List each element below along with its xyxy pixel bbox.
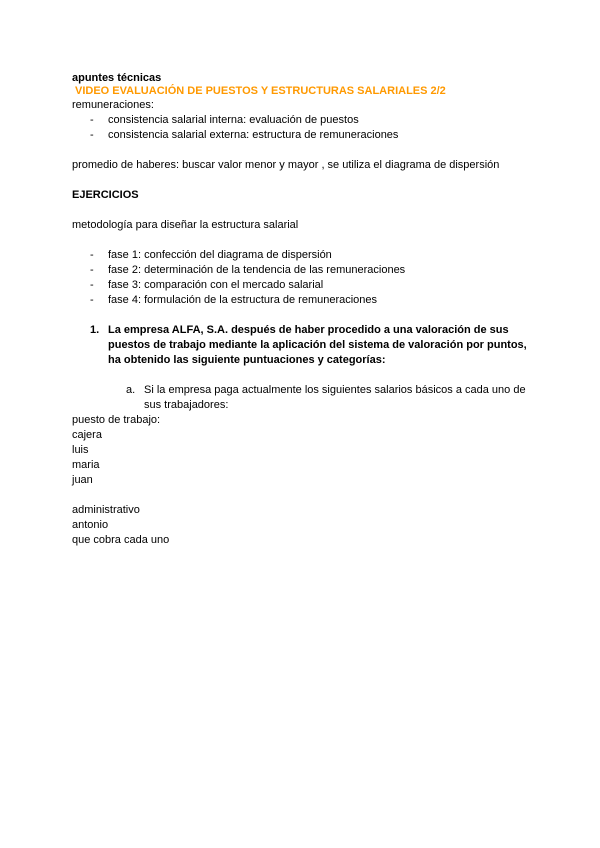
metodologia-label: metodología para diseñar la estructura salarial	[72, 219, 299, 231]
puesto-item: cajera	[72, 429, 102, 441]
exercise-item	[72, 323, 542, 368]
subitem-letter: a.	[126, 384, 136, 396]
exercise-text: La empresa ALFA, S.A. después de haber procedido a una valoración de sus puestos de trabajo mediante la aplicación del sistema de valoración por puntos, ha obtenido las siguiente puntuaciones y categorías:	[108, 324, 527, 366]
fases-list	[72, 248, 542, 308]
list-item: - consistencia salarial interna: evaluación de puestos	[72, 113, 542, 128]
list-item: - consistencia salarial externa: estructura de remuneraciones	[72, 128, 542, 143]
ejercicios-heading: EJERCICIOS	[72, 189, 139, 201]
puesto-item: que cobra cada uno	[72, 534, 170, 546]
puesto-item: administrativo	[72, 504, 140, 516]
subitem-text: Si la empresa paga actualmente los siguientes salarios básicos a cada uno de sus trabajadores:	[144, 384, 526, 411]
list-item: - fase 4: formulación de la estructura de remuneraciones	[72, 293, 542, 308]
puesto-item: luis	[72, 444, 89, 456]
document-subtitle: VIDEO EVALUACIÓN DE PUESTOS Y ESTRUCTURAS SALARIALES 2/2	[75, 85, 446, 97]
puesto-item: maria	[72, 459, 100, 471]
exercise-number: 1.	[90, 324, 100, 336]
puesto-item: juan	[72, 474, 93, 486]
promedio-text: promedio de haberes: buscar valor menor y mayor , se utiliza el diagrama de dispersión	[72, 159, 500, 171]
puesto-item: antonio	[72, 519, 109, 531]
remuneraciones-label: remuneraciones:	[72, 99, 154, 111]
list-item: - fase 2: determinación de la tendencia de las remuneraciones	[72, 263, 542, 278]
document-page	[72, 71, 542, 548]
remuneraciones-list	[72, 113, 542, 143]
puesto-label: puesto de trabajo:	[72, 414, 161, 426]
document-title: apuntes técnicas	[72, 72, 162, 84]
exercise-subitem	[72, 383, 542, 413]
list-item: - fase 1: confección del diagrama de dispersión	[72, 248, 542, 263]
list-item: - fase 3: comparación con el mercado salarial	[72, 278, 542, 293]
